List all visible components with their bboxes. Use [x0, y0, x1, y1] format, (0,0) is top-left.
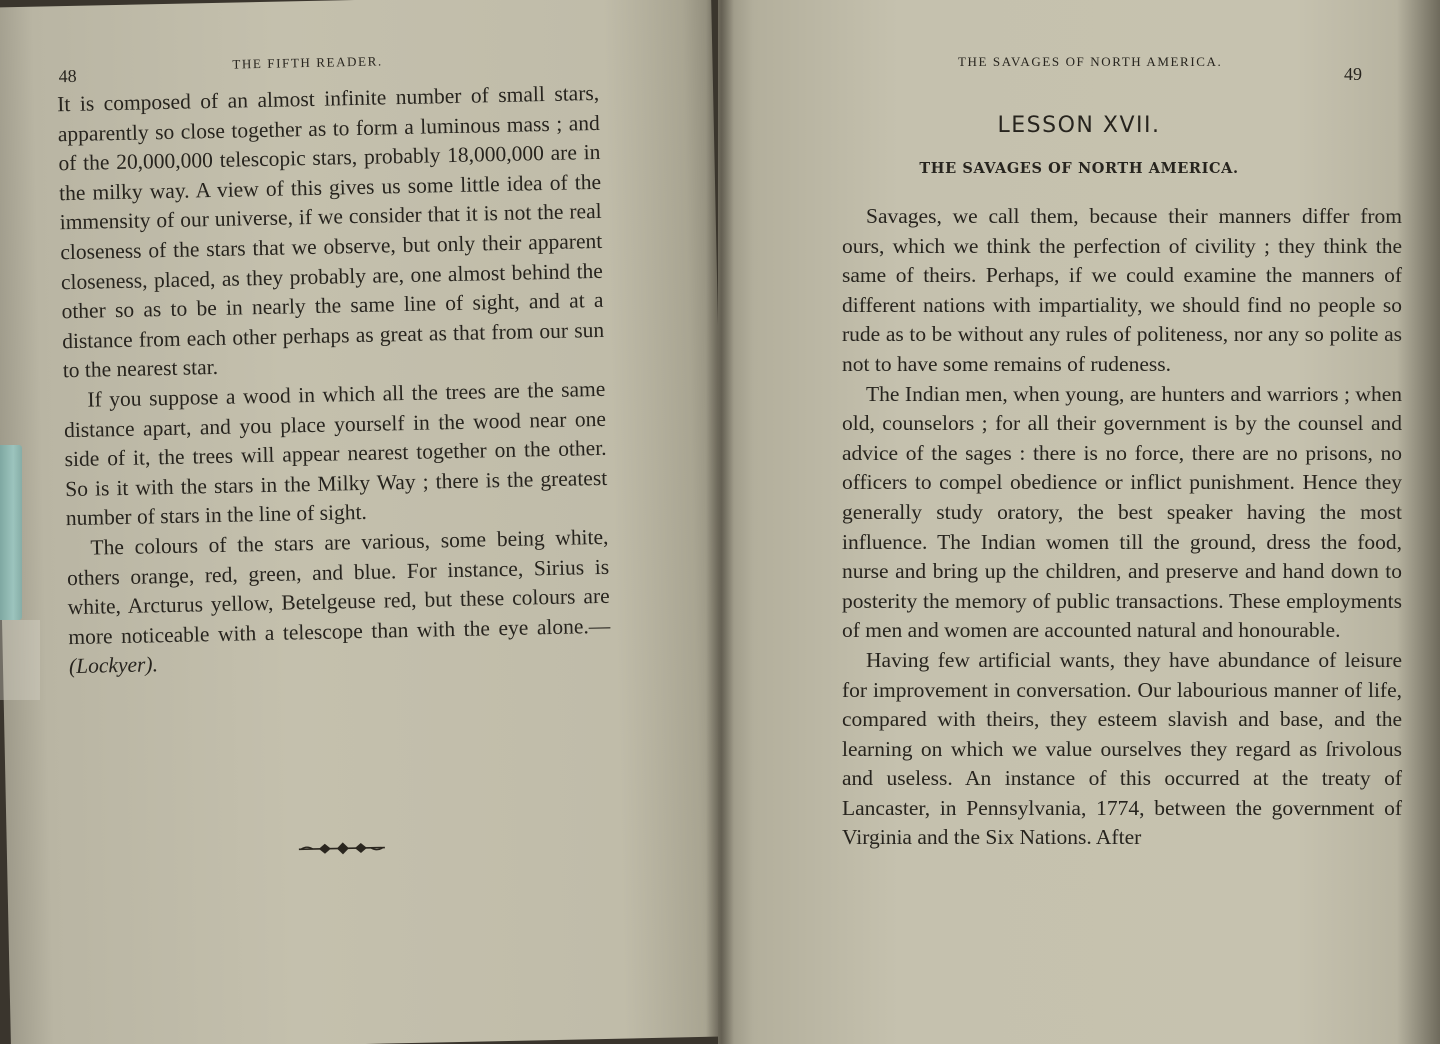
- paragraph-text: The colours of the stars are various, some being white, others orange, red, green, and blue. For instance, Sirius is white, Arcturus yellow, Betelgeuse red, but these colours are more noticeable with a telescope than with the eye alone.—: [66, 524, 611, 649]
- paragraph: If you suppose a wood in which all the trees are the same distance apart, and you place yourself in the wood near one side of it, the trees will appear nearest together on the other. So is it with the stars in the Milky Way ; there is the greatest number of stars in the line of sight.: [63, 376, 608, 531]
- right-page: [718, 0, 1440, 1044]
- right-page-body: [842, 202, 1402, 853]
- ornament-icon: [297, 838, 387, 860]
- running-header-left: THE FIFTH READER.: [232, 53, 383, 72]
- running-header-right: THE SAVAGES OF NORTH AMERICA.: [958, 54, 1223, 69]
- paragraph: Having few artificial wants, they have abundance of leisure for improvement in conversation. Our labourious manner of life, compared with theirs, they esteem slavish and base, and the learning on which we value ourselves they regard as ſrivolous and useless. An instance of this occurred at the treaty of Lancaster, in Pennsylvania, 1774, between the government of Virginia and the Six Nations. After: [842, 647, 1402, 850]
- paragraph: [66, 523, 611, 682]
- paragraph: Savages, we call them, because their manners differ from ours, which we think the perfection of civility ; they think the same of theirs. Perhaps, if we could examine the manners of different nations with impartiality, we should find no people so rude as to be without any rules of politeness, nor any so polite as not to have some remains of rudeness.: [842, 204, 1402, 376]
- lesson-subtitle: THE SAVAGES OF NORTH AMERICA.: [919, 160, 1239, 177]
- attribution: (Lockyer).: [68, 652, 159, 679]
- bookmark-tab: [0, 445, 22, 620]
- paragraph: It is composed of an almost infinite number of small stars, apparently so close together as to form a luminous mass ; and of the 20,000,000 telescopic stars, probably 18,000,000 are in the milky way. A view of this gives us some little idea of the immensity of our universe, if we consider that it is not the real closeness of the stars that we observe, but only their apparent closeness, placed, as they probably are, one almost behind the other so as to be in nearly the same line of sight, and at a distance from each other perhaps as great as that from our sun to the nearest star.: [56, 80, 605, 383]
- lesson-title: LESSON XVII.: [997, 113, 1161, 138]
- paragraph: The Indian men, when young, are hunters and warriors ; when old, counselors ; for all their government is by the counsel and advice of the sages : there is no force, there are no prisons, no officers to compel obedience or inflict punishment. Hence they generally study oratory, the best speaker having the most influence. The Indian women till the ground, dress the food, nurse and bring up the children, and preserve and hand down to posterity the memory of public transactions. These employments of men and women are accounted natural and honourable.: [842, 381, 1402, 643]
- page-number-right: 49: [1344, 64, 1362, 84]
- left-page-body: [57, 79, 611, 682]
- page-number-left: 48: [58, 65, 77, 87]
- bookmark-tab-edge: [0, 620, 40, 700]
